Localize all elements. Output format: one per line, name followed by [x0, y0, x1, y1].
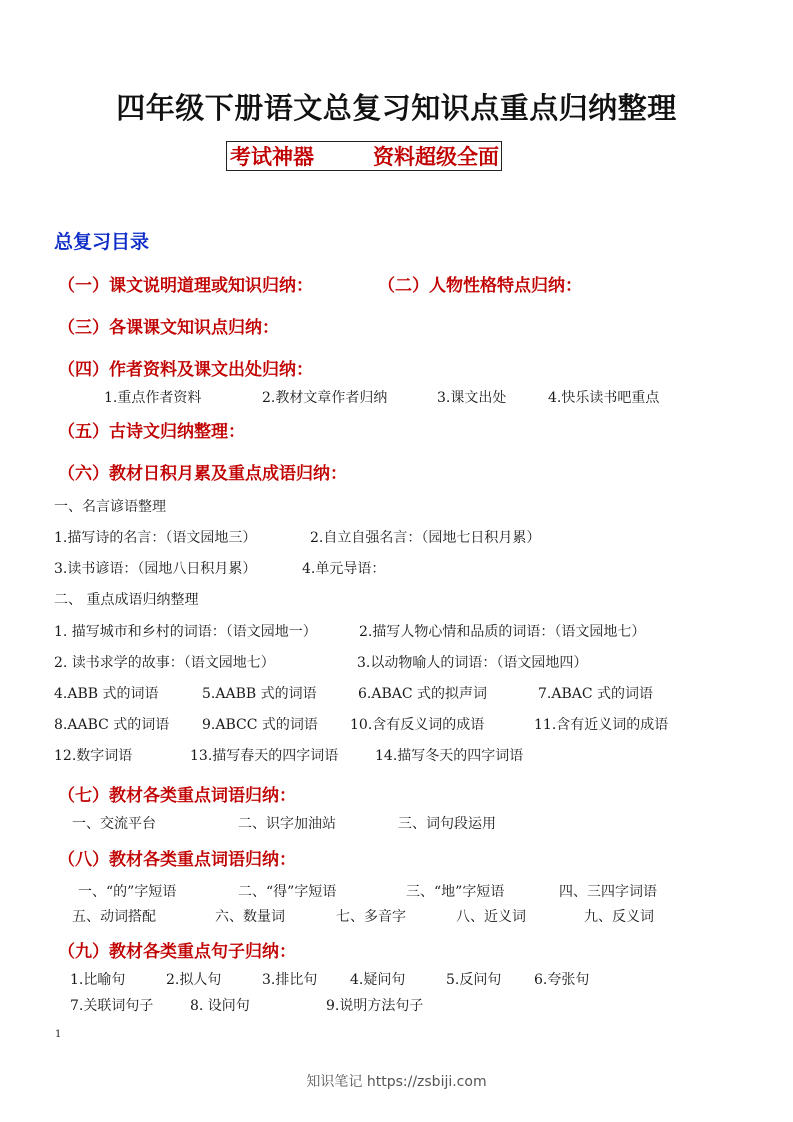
section-7-item: 二、识字加油站: [238, 816, 336, 832]
section-9-item: 6.夸张句: [534, 972, 590, 988]
section-3-heading: （三）各课课文知识点归纳：: [58, 318, 279, 338]
subtitle-banner: [226, 141, 502, 171]
list-item: 2. 读书求学的故事：（语文园地七）: [54, 655, 275, 671]
section-9-item: 7.关联词句子: [70, 998, 154, 1014]
document-title: 四年级下册语文总复习知识点重点归纳整理: [116, 91, 677, 125]
list-item: 7.ABAC 式的词语: [538, 686, 654, 702]
section-9-item: 2.拟人句: [166, 972, 222, 988]
section-6-heading: （六）教材日积月累及重点成语归纳：: [58, 464, 347, 484]
list-item: 2.自立自强名言：（园地七日积月累）: [310, 530, 541, 546]
subtitle-left: 考试神器: [230, 145, 314, 169]
section-9-heading: （九）教材各类重点句子归纳：: [58, 942, 296, 962]
section-2-heading: （二）人物性格特点归纳：: [378, 276, 582, 296]
list-item: 4.ABB 式的词语: [54, 686, 159, 702]
toc-heading: 总复习目录: [54, 231, 150, 253]
list-item: 5.AABB 式的词语: [202, 686, 317, 702]
section-8-item: 八、近义词: [456, 909, 526, 925]
section-9-item: 9.说明方法句子: [326, 998, 424, 1014]
section-8-item: 六、数量词: [215, 909, 285, 925]
section-9-item: 3.排比句: [262, 972, 318, 988]
list-item: 2.描写人物心情和品质的词语：（语文园地七）: [359, 624, 646, 640]
section-8-item: 七、多音字: [336, 909, 406, 925]
section-4-item: 1.重点作者资料: [104, 390, 202, 406]
list-item: 1. 描写城市和乡村的词语：（语文园地一）: [54, 624, 317, 640]
section-8-item: 五、动词搭配: [72, 909, 156, 925]
section-9-item: 1.比喻句: [70, 972, 126, 988]
section-7-item: 一、交流平台: [72, 816, 156, 832]
list-item: 9.ABCC 式的词语: [202, 717, 318, 733]
list-item: 1.描写诗的名言：（语文园地三）: [54, 530, 257, 546]
section-9-item: 8. 设问句: [190, 998, 250, 1014]
section-6-part1-heading: 一、名言谚语整理: [54, 499, 166, 515]
section-7-item: 三、词句段运用: [398, 816, 496, 832]
list-item: 10.含有反义词的成语: [350, 717, 485, 733]
list-item: 13.描写春天的四字词语: [190, 748, 339, 764]
section-8-item: 一、“的”字短语: [78, 884, 177, 900]
page-number: 1: [55, 1029, 62, 1040]
list-item: 3.以动物喻人的词语：（语文园地四）: [357, 655, 588, 671]
footer-watermark: 知识笔记 https://zsbiji.com: [306, 1074, 487, 1090]
section-9-item: 4.疑问句: [350, 972, 406, 988]
subtitle-right: 资料超级全面: [373, 145, 499, 169]
section-9-item: 5.反问句: [446, 972, 502, 988]
list-item: 6.ABAC 式的拟声词: [358, 686, 488, 702]
section-8-item: 四、三四字词语: [559, 884, 657, 900]
list-item: 11.含有近义词的成语: [534, 717, 669, 733]
section-4-heading: （四）作者资料及课文出处归纳：: [58, 360, 313, 380]
section-8-item: 二、“得”字短语: [238, 884, 337, 900]
section-6-part2-heading: 二、 重点成语归纳整理: [54, 592, 199, 608]
section-4-item: 2.教材文章作者归纳: [262, 390, 388, 406]
section-8-heading: （八）教材各类重点词语归纳：: [58, 850, 296, 870]
list-item: 4.单元导语：: [302, 561, 386, 577]
list-item: 3.读书谚语：（园地八日积月累）: [54, 561, 257, 577]
list-item: 14.描写冬天的四字词语: [375, 748, 524, 764]
section-4-item: 3.课文出处: [437, 390, 507, 406]
section-4-item: 4.快乐读书吧重点: [548, 390, 660, 406]
list-item: 12.数字词语: [54, 748, 133, 764]
section-7-heading: （七）教材各类重点词语归纳：: [58, 786, 296, 806]
list-item: 8.AABC 式的词语: [54, 717, 170, 733]
section-8-item: 三、“地”字短语: [406, 884, 505, 900]
section-5-heading: （五）古诗文归纳整理：: [58, 422, 245, 442]
section-8-item: 九、反义词: [584, 909, 654, 925]
section-1-heading: （一）课文说明道理或知识归纳：: [58, 276, 313, 296]
